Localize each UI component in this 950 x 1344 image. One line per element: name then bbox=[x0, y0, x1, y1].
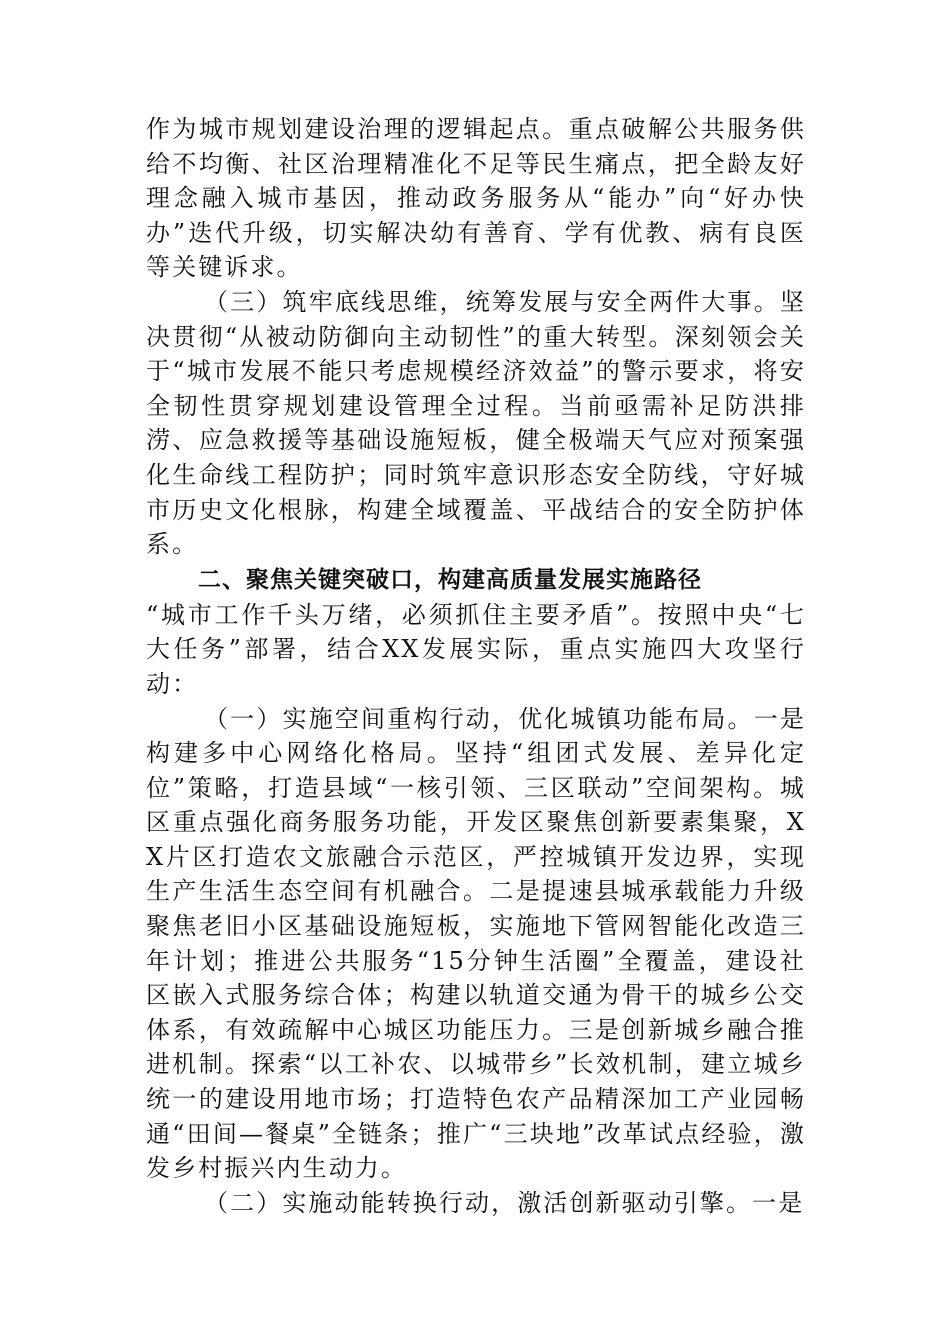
paragraph-3: “城市工作千头万绪，必须抓住主要矛盾”。按照中央“七大任务”部署，结合XX发展实际，重点实施四大攻坚行动： bbox=[146, 600, 806, 698]
paragraph-1: 作为城市规划建设治理的逻辑起点。重点破解公共服务供给不均衡、社区治理精准化不足等民生痛点，把全龄友好理念融入城市基因，推动政务服务从“能办”向“好办快办”迭代升级，切实解决幼有善育、学有优教、病有良医等关键诉求。 bbox=[146, 115, 806, 282]
section-heading: 二、聚焦关键突破口，构建高质量发展实施路径 bbox=[198, 566, 702, 593]
paragraph-4: （一）实施空间重构行动，优化城镇功能布局。一是构建多中心网络化格局。坚持“组团式发展、差异化定位”策略，打造县域“一核引领、三区联动”空间架构。城区重点强化商务服务功能，开发区聚焦创新要素集聚，XX片区打造农文旅融合示范区，严控城镇开发边界，实现生产生活生态空间有机融合。二是提速县城承载能力升级聚焦老旧小区基础设施短板，实施地下管网智能化改造三年计划；推进公共服务“15分钟生活圈”全覆盖，建设社区嵌入式服务综合体；构建以轨道交通为骨干的城乡公交体系，有效疏解中心城区功能压力。三是创新城乡融合推进机制。探索“以工补农、以城带乡”长效机制，建立城乡统一的建设用地市场；打造特色农产品精深加工产业园畅通“田间—餐桌”全链条；推广“三块地”改革试点经验，激发乡村振兴内生动力。 bbox=[146, 704, 806, 1183]
paragraph-5: （二）实施动能转换行动，激活创新驱动引擎。一是 bbox=[204, 1188, 805, 1217]
paragraph-2: （三）筑牢底线思维，统筹发展与安全两件大事。坚决贯彻“从被动防御向主动韧性”的重大转型。深刻领会关于“城市发展不能只考虑规模经济效益”的警示要求，将安全韧性贯穿规划建设管理全过程。当前亟需补足防洪排涝、应急救援等基础设施短板，健全极端天气应对预案强化生命线工程防护；同时筑牢意识形态安全防线，守好城市历史文化根脉，构建全域覆盖、平战结合的安全防护体系。 bbox=[146, 287, 806, 559]
document-body bbox=[146, 112, 806, 1220]
